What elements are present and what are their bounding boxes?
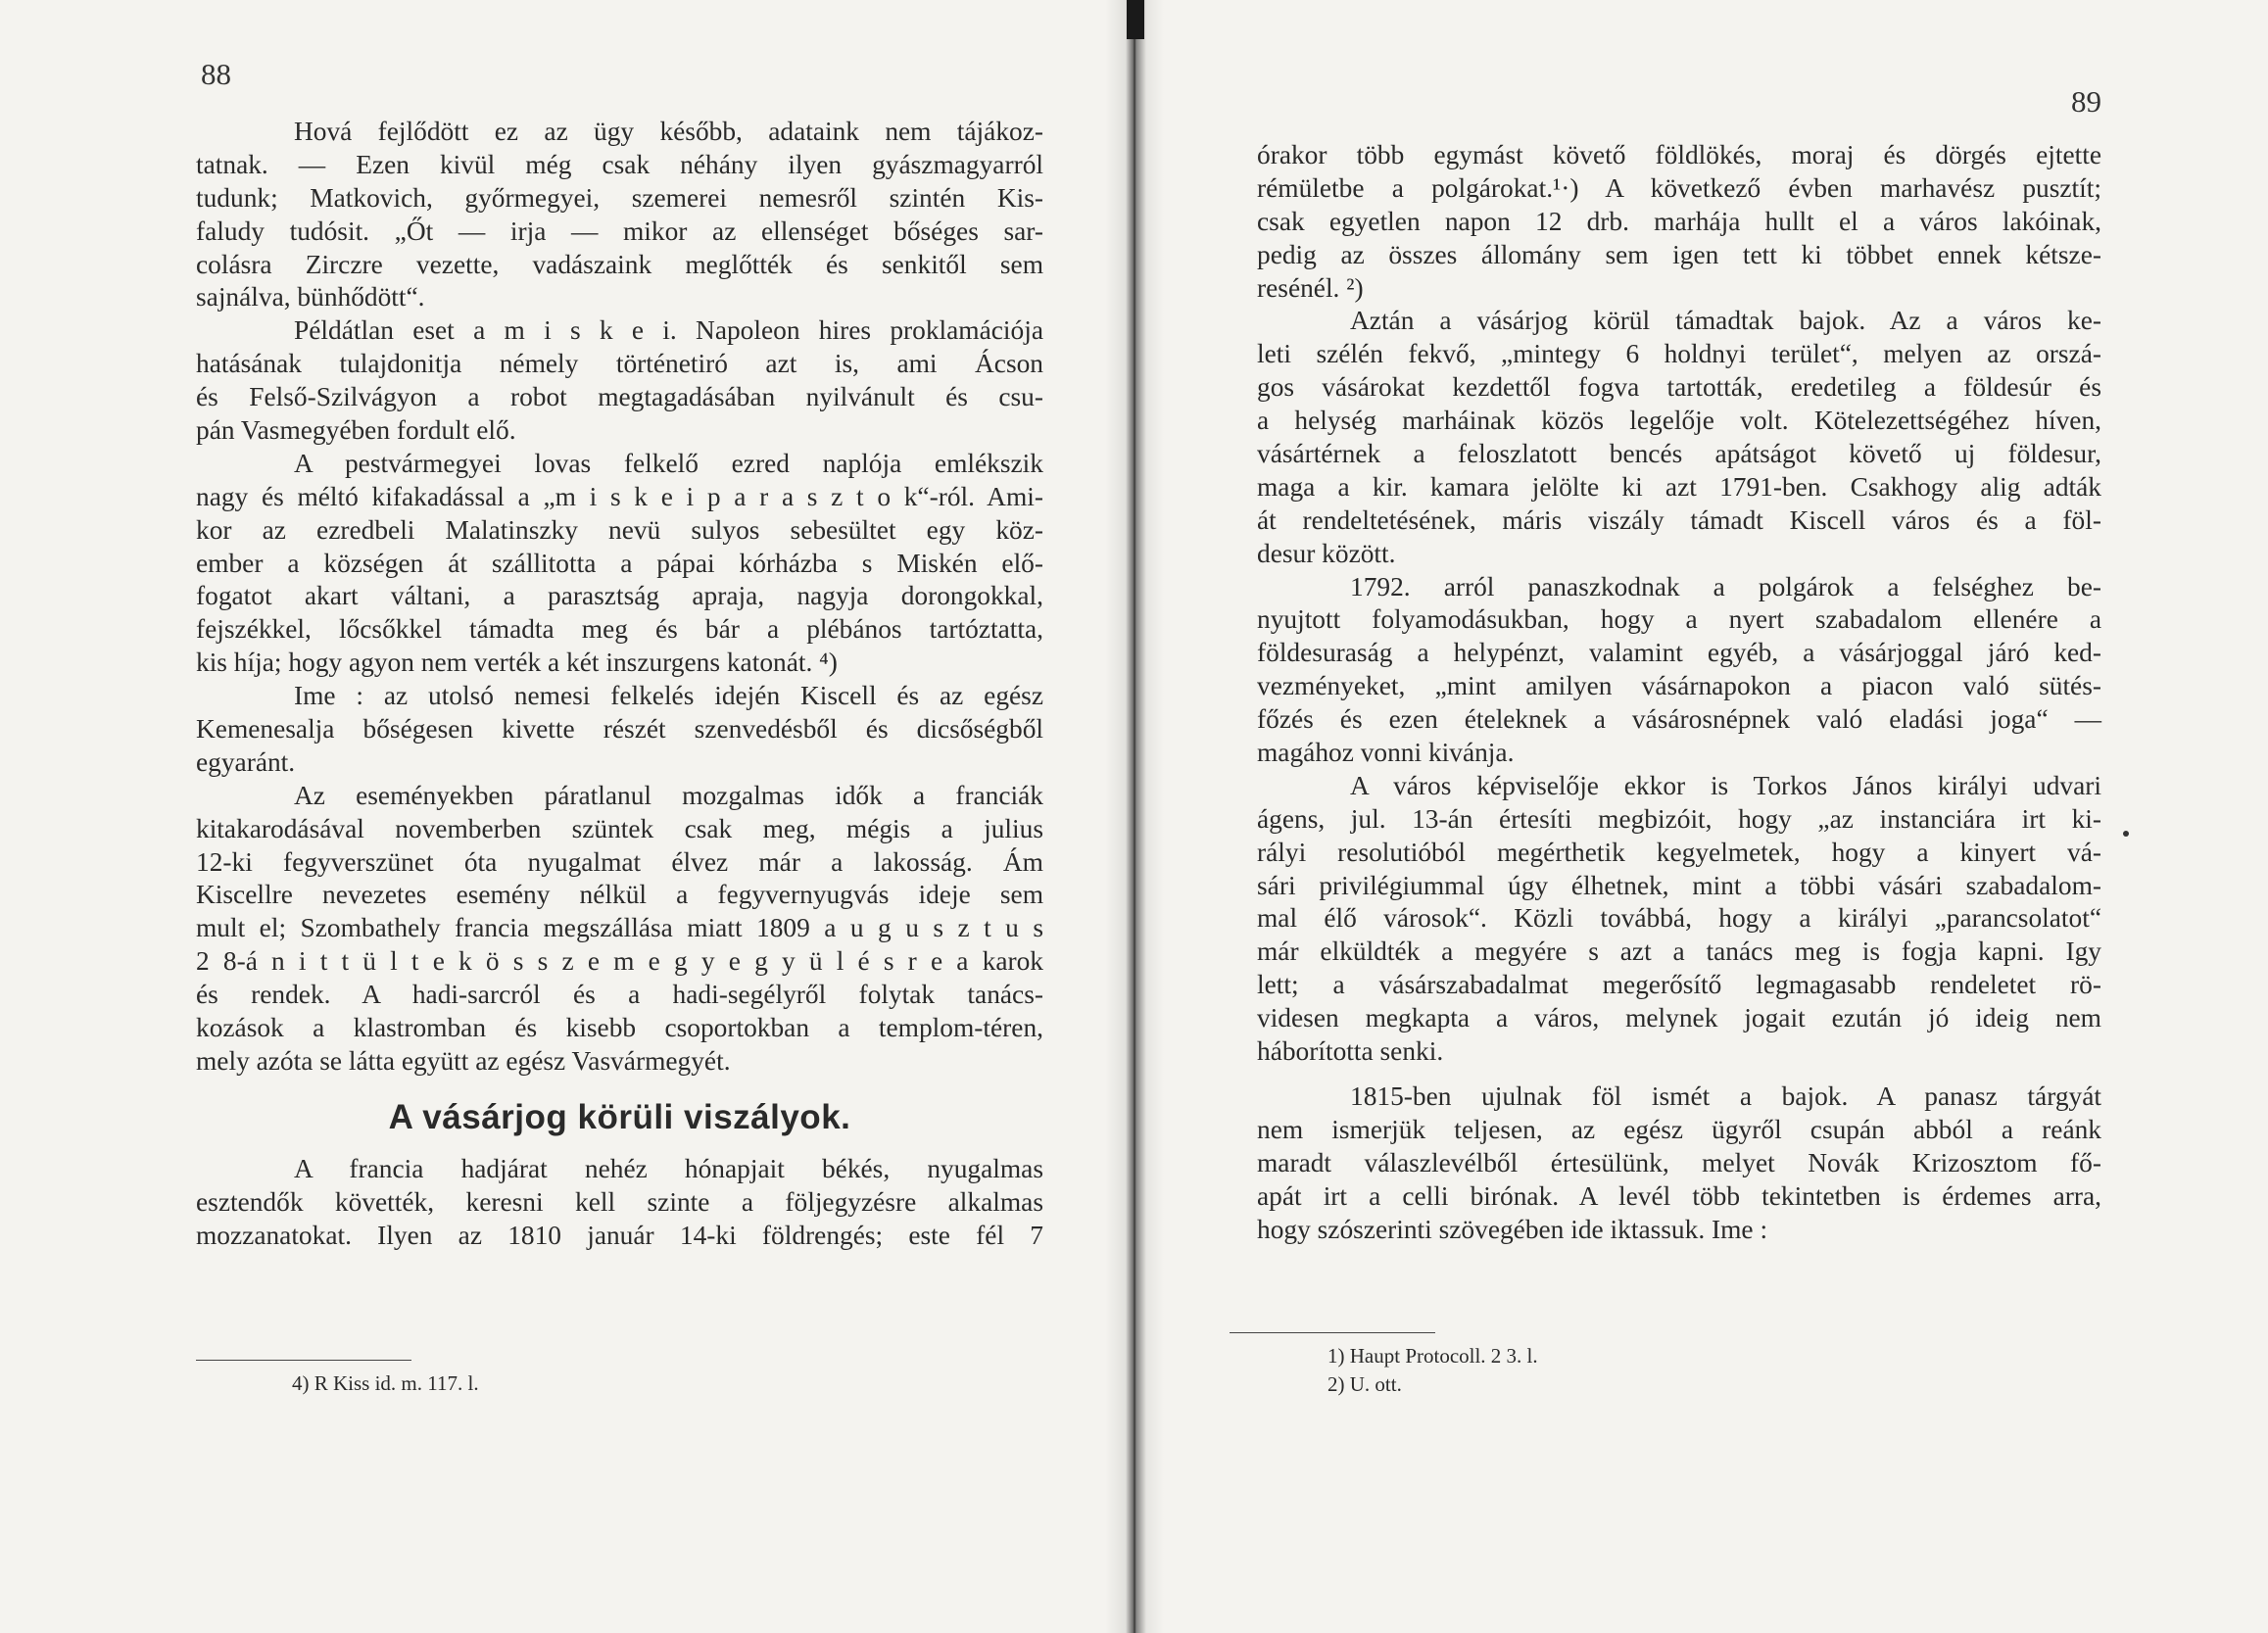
text-line: főzés és ezen ételeknek a vásárosnépnek való eladási joga“ —: [1257, 704, 2101, 735]
text-line: rémületbe a polgárokat.¹·) A következő évben marhavész pusztít;: [1257, 172, 2101, 203]
section-heading: A vásárjog körüli viszályok.: [388, 1097, 851, 1136]
text-line: gos vásárokat kezdettől fogva tartották, eredetileg a földesúr és: [1257, 372, 2101, 403]
right-footnotes: [1327, 1342, 1538, 1399]
left-body-text: [196, 116, 1043, 1253]
text-line: a helység marháinak közös legelője volt. Kötelezettségéhez híven,: [1257, 406, 2101, 436]
text-line: Kiscellre nevezetes esemény nélkül a fegyvernyugvás ideje sem: [196, 880, 1043, 910]
text-line: A francia hadjárat nehéz hónapjait békés, nyugalmas: [294, 1153, 1043, 1183]
text-line: Aztán a vásárjog körül támadtak bajok. Az a város ke-: [1350, 306, 2101, 336]
text-line: mozzanatokat. Ilyen az 1810 január 14-ki földrengés; este fél 7: [196, 1220, 1043, 1250]
text-line: leti szélén fekvő, „mintegy 6 holdnyi terület“, melyen az orszá-: [1257, 339, 2101, 369]
text-line: kor az ezredbeli Malatinszky nevü sulyos sebesültet egy köz-: [196, 514, 1043, 545]
text-line: vezményeket, „mint amilyen vásárnapokon a piacon való sütés-: [1257, 671, 2101, 701]
text-line: 1815-ben ujulnak föl ismét a bajok. A panasz tárgyát: [1350, 1081, 2101, 1111]
text-line: hogy szószerinti szövegében ide iktassuk. Ime :: [1257, 1214, 1768, 1244]
text-line: ember a községen át szállitotta a pápai kórházba s Miskén elő-: [196, 548, 1043, 578]
text-line: 1792. arról panaszkodnak a polgárok a felséghez be-: [1350, 571, 2101, 601]
footnote-line: 4) R Kiss id. m. 117. l.: [292, 1371, 479, 1395]
page-number: 88: [201, 57, 231, 91]
left-footnotes: [292, 1369, 479, 1398]
text-line: A pestvármegyei lovas felkelő ezred naplója emlékszik: [294, 448, 1043, 478]
page-number: 89: [2071, 84, 2101, 119]
text-line: nyujtott folyamodásukban, hogy a nyert szabadalom ellenére a: [1257, 604, 2101, 635]
text-line: tudunk; Matkovich, győrmegyei, szemerei nemesről szintén Kis-: [196, 182, 1043, 213]
text-line: rályi resolutióból megérthetik kegyelmetek, hogy a kinyert vá-: [1257, 837, 2101, 867]
text-line: Az eseményekben páratlanul mozgalmas idők a franciák: [294, 780, 1043, 810]
text-line: maga a kir. kamara jelölte ki azt 1791-ben. Csakhogy alig adták: [1257, 471, 2101, 502]
text-line: nem ismerjük teljesen, az egész ügyről csupán abból a reánk: [1257, 1114, 2101, 1144]
text-line: faludy tudósit. „Őt — irja — mikor az ellenséget bőséges sar-: [196, 216, 1043, 246]
text-line: fogatot akart váltani, a parasztság apraja, nagyja dorongokkal,: [196, 581, 1043, 611]
text-line: 2 8-á n i t t ü l t e k ö s s z e m e g y e g y ü l é s r e a karok: [196, 946, 1043, 977]
right-paragraphs: [1257, 139, 2101, 1246]
text-line: colásra Zirczre vezette, vadászaink meglőtték és senkitől sem: [196, 249, 1043, 279]
footnote-line: 1) Haupt Protocoll. 2 3. l.: [1327, 1344, 1538, 1368]
text-line: Kemenesalja bőségesen kivette részét szenvedésből és dicsőségből: [196, 714, 1043, 744]
text-line: egyaránt.: [196, 746, 296, 777]
left-paragraphs: [196, 116, 1043, 1079]
text-line: [1257, 1069, 2101, 1081]
text-line: hatásának tulajdonitja némely történetiró azt is, ami Ácson: [196, 349, 1043, 379]
text-line: fejszékkel, lőcsőkkel támadta meg és bár a plébános tartóztatta,: [196, 614, 1043, 645]
text-line: videsen megkapta a város, melynek jogait ezután jó ideig nem: [1257, 1003, 2101, 1033]
text-line: és rendek. A hadi-sarcról és a hadi-segélyről folytak tanács-: [196, 980, 1043, 1010]
text-line: háborította senki.: [1257, 1036, 1444, 1067]
left-page: [0, 0, 1127, 1633]
text-line: kitakarodásával novemberben szüntek csak meg, mégis a julius: [196, 813, 1043, 843]
text-line: esztendők követték, keresni kell szinte a följegyzésre alkalmas: [196, 1186, 1043, 1217]
text-line: földesuraság a helypénzt, valamint egyéb, a vásárjoggal járó ked-: [1257, 638, 2101, 668]
text-line: Példátlan eset a m i s k e i. Napoleon hires proklamációja: [294, 315, 1043, 346]
text-line: kozások a klastromban és kisebb csoportokban a templom-téren,: [196, 1013, 1043, 1043]
text-line: 12-ki fegyverszünet óta nyugalmat élvez már a lakosság. Ám: [196, 846, 1043, 877]
text-line: resénél. ²): [1257, 272, 1364, 303]
text-line: vásártérnek a feloszlatott bencés apátságot követő uj földesur,: [1257, 439, 2101, 469]
text-line: maradt válaszlevélből értesülünk, melyet Novák Krizosztom fő-: [1257, 1147, 2101, 1177]
text-line: nagy és méltó kifakadással a „m i s k e i p a r a s z t o k“-ról. Ami-: [196, 481, 1043, 511]
text-line: ágens, jul. 13-án értesíti megbizóit, hogy „az instanciára irt ki-: [1257, 803, 2101, 834]
text-line: tatnak. — Ezen kivül még csak néhány ilyen gyászmagyarról: [196, 149, 1043, 179]
text-line: sajnálva, bünhődött“.: [196, 282, 425, 312]
text-line: mult el; Szombathely francia megszállása miatt 1809 a u g u s z t u s: [196, 913, 1043, 943]
text-line: már elküldték a megyére s azt a tanács meg is fogja kapni. Igy: [1257, 937, 2101, 967]
text-line: Hová fejlődött ez az ügy később, adataink nem tájákoz-: [294, 117, 1043, 146]
text-line: lett; a vásárszabadalmat megerősítő legmagasabb rendeletet rö-: [1257, 970, 2101, 1000]
margin-dot-mark: [2123, 831, 2129, 837]
text-line: csak egyetlen napon 12 drb. marhája hullt el a város lakóinak,: [1257, 206, 2101, 236]
text-line: kis híja; hogy agyon nem verték a két inszurgens katonát. ⁴): [196, 648, 838, 678]
text-line: mal élő városok“. Közli továbbá, hogy a királyi „parancsolatot“: [1257, 903, 2101, 934]
left-paragraphs-after-heading: [196, 1153, 1043, 1253]
text-line: Ime : az utolsó nemesi felkelés idején Kiscell és az egész: [294, 681, 1043, 711]
text-line: desur között.: [1257, 538, 1396, 568]
book-gutter-shadow: [1105, 0, 1164, 1633]
text-line: át rendeltetésének, máris viszály támadt Kiscell város és a föl-: [1257, 504, 2101, 535]
text-line: pán Vasmegyében fordult elő.: [196, 415, 516, 446]
text-line: és Felső-Szilvágyon a robot megtagadásában nyilvánult és csu-: [196, 382, 1043, 412]
footnote-divider: [196, 1360, 411, 1361]
right-body-text: [1257, 139, 2101, 1246]
book-spine-edge: [1127, 0, 1144, 39]
footnote-divider: [1230, 1332, 1435, 1333]
text-line: mely azóta se látta együtt az egész Vasvármegyét.: [196, 1045, 731, 1076]
text-line: sári privilégiummal úgy élhetnek, mint a többi vásári szabadalom-: [1257, 870, 2101, 900]
footnote-line: 2) U. ott.: [1327, 1372, 1402, 1396]
text-line: apát irt a celli birónak. A levél több tekintetben is érdemes arra,: [1257, 1180, 2101, 1211]
text-line: órakor több egymást követő földlökés, moraj és dörgés ejtette: [1257, 140, 2101, 169]
text-line: magához vonni kivánja.: [1257, 738, 1515, 768]
text-line: pedig az összes állomány sem igen tett ki többet ennek kétsze-: [1257, 239, 2101, 269]
text-line: A város képviselője ekkor is Torkos János királyi udvari: [1350, 770, 2101, 800]
